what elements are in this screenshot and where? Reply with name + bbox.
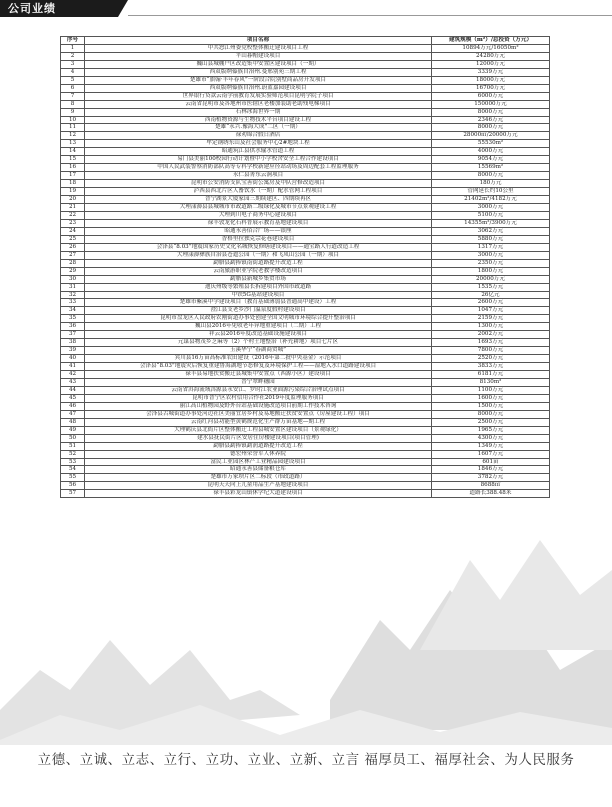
row-index: 26 <box>61 243 85 251</box>
section-title: 公司业绩 <box>8 2 56 15</box>
row-scale: 4300万元 <box>432 434 550 442</box>
table-row <box>61 76 550 84</box>
row-index: 35 <box>61 315 85 323</box>
table-row <box>61 100 550 108</box>
row-scale: 1693万元 <box>432 339 550 347</box>
table-row <box>61 434 550 442</box>
table-row <box>61 116 550 124</box>
row-index: 54 <box>61 466 85 474</box>
row-scale: 8000万元 <box>432 124 550 132</box>
row-project-name: 云南省昆明市及各地州市医辖区老楼加装助老助残电梯项目 <box>85 100 432 108</box>
row-index: 21 <box>61 204 85 212</box>
row-project-name: 西双版纳傣族自治州.曼邢别苑三期工程 <box>85 68 432 76</box>
row-index: 45 <box>61 394 85 402</box>
row-project-name: 西南植物资源与生物技术平台项目建设工程 <box>85 116 432 124</box>
row-scale: 7800万元 <box>432 347 550 355</box>
footer-slogan: 立德、立诚、立志、立行、立功、立业、立新、立言 福厚员工、福厚社会、为人民服务 <box>37 752 575 768</box>
row-project-name: 泸西县西北片区人畜饮水（一期）配水管网工程项目 <box>85 188 432 196</box>
row-project-name: 晋宁翠畔穗园 <box>85 378 432 386</box>
row-project-name: 昆明市盘龙区人民政府农刚街道办事处创建全国文明城市环境综合提升整治项目 <box>85 315 432 323</box>
row-project-name: 楚雄市万家坝片区二标段（市政道路） <box>85 474 432 482</box>
row-project-name: 昆明天天向上儿童用品生产基地建设项目 <box>85 482 432 490</box>
table-row <box>61 474 550 482</box>
table-row <box>61 323 550 331</box>
row-project-name: 昆明市晋宁区农村信用合作社2019年度监理服务项目 <box>85 394 432 402</box>
row-index: 40 <box>61 355 85 363</box>
table-row <box>61 92 550 100</box>
row-scale: 1535万元 <box>432 283 550 291</box>
header-index: 序号 <box>61 37 85 45</box>
row-index: 16 <box>61 164 85 172</box>
row-project-name: 石林冰海世界一期 <box>85 108 432 116</box>
row-index: 51 <box>61 442 85 450</box>
table-row <box>61 299 550 307</box>
row-project-name: 云南省洱海流域洱源县永安江、罗时江农业面源污染综合治理试点项目 <box>85 386 432 394</box>
table-row <box>61 204 550 212</box>
row-project-name: 世界银行贷款云南学前教育发展实验师范项目昆明学院子项目 <box>85 92 432 100</box>
table-row <box>61 251 550 259</box>
row-project-name: 勐腊县勐捧镇南街道路提升改造工程 <box>85 259 432 267</box>
table-row <box>61 371 550 379</box>
row-scale: 10894万元/16050m² <box>432 44 550 52</box>
row-index: 52 <box>61 450 85 458</box>
row-index: 23 <box>61 219 85 227</box>
header-rule <box>128 15 612 16</box>
row-project-name: 巍山县城棚户区改造集中安置区建设项目（一期） <box>85 60 432 68</box>
table-row <box>61 196 550 204</box>
table-row <box>61 227 550 235</box>
table-row <box>61 124 550 132</box>
row-index: 18 <box>61 180 85 188</box>
row-index: 53 <box>61 458 85 466</box>
table-row <box>61 235 550 243</box>
row-scale: 14355m²/3900万元 <box>432 219 550 227</box>
row-project-name: 祥云县2016年度改造基础设施建设项目 <box>85 331 432 339</box>
row-project-name: 平山暮帽建设项目 <box>85 52 432 60</box>
table-row <box>61 180 550 188</box>
table-row <box>61 148 550 156</box>
table-header-row <box>61 37 550 45</box>
table-row <box>61 132 550 140</box>
table-row <box>61 164 550 172</box>
row-scale: 2520万元 <box>432 355 550 363</box>
row-index: 22 <box>61 211 85 219</box>
row-index: 43 <box>61 378 85 386</box>
table-row <box>61 402 550 410</box>
row-scale: 6000万元 <box>432 92 550 100</box>
row-project-name: 禄丰敦龙化石科普展示教育基地建设项目 <box>85 219 432 227</box>
row-project-name: 会泽县“8.03”地震灾后恢复重建鲁海湖地节态修复及环境保护工程——湿地入水口道路建设项目 <box>85 363 432 371</box>
row-scale: 1500万元 <box>432 402 550 410</box>
row-project-name: 禄劝锦合假日酒店 <box>85 132 432 140</box>
row-scale: 180万元 <box>432 180 550 188</box>
row-project-name: 大理漾濞彝族自治县苍遮公园（一期）和飞凤山公园（一期）项目 <box>85 251 432 259</box>
row-project-name: 云南旅游职业学院老教学楼改造项目 <box>85 267 432 275</box>
row-index: 50 <box>61 434 85 442</box>
table-row <box>61 267 550 275</box>
row-index: 49 <box>61 426 85 434</box>
row-project-name: 宾川县16万亩高标准农田建设（2016年第二批中央基金）示范项目 <box>85 355 432 363</box>
table-row <box>61 355 550 363</box>
row-scale: 3339万元 <box>432 68 550 76</box>
row-index: 5 <box>61 76 85 84</box>
header-project-name: 项目名称 <box>85 37 432 45</box>
row-scale: 管网延长约10公里 <box>432 188 550 196</box>
row-project-name: 昭通永善佰合广场——银座 <box>85 227 432 235</box>
row-index: 48 <box>61 418 85 426</box>
table-row <box>61 140 550 148</box>
row-index: 10 <box>61 116 85 124</box>
row-scale: 1300万元 <box>432 323 550 331</box>
table-row <box>61 156 550 164</box>
row-index: 42 <box>61 371 85 379</box>
row-scale: 16700万元 <box>432 84 550 92</box>
table-row <box>61 347 550 355</box>
row-index: 47 <box>61 410 85 418</box>
table-row <box>61 339 550 347</box>
row-project-name: 巍山县2016年免收老年异地重建项目（二期）工程 <box>85 323 432 331</box>
row-project-name: 昭通筑江县供水输水管道工程 <box>85 148 432 156</box>
row-scale: 5100万元 <box>432 211 550 219</box>
row-scale: 15569m² <box>432 164 550 172</box>
row-project-name: 楚雄“永兴.豫海大成”二区（一期） <box>85 124 432 132</box>
row-index: 27 <box>61 251 85 259</box>
table-row <box>61 378 550 386</box>
row-scale: 4000万元 <box>432 148 550 156</box>
row-project-name: 中国人民武装警察消防部队高等专科学校新建应径站动场及周边配套工程监理服务 <box>85 164 432 172</box>
row-project-name: 会泽县古城街道办事处河边社区美丽宜居乡村及易地搬迁扶贫安置点（房屋建设工程）项目 <box>85 410 432 418</box>
row-index: 33 <box>61 299 85 307</box>
row-scale: 8000万元 <box>432 410 550 418</box>
row-scale: 1349万元 <box>432 442 550 450</box>
row-project-name: 富民工业园区林产工业精品园建设项目 <box>85 458 432 466</box>
row-project-name: 玉溪华宁“春湖商贸城” <box>85 347 432 355</box>
row-scale: 2346万元 <box>432 116 550 124</box>
row-index: 36 <box>61 323 85 331</box>
row-index: 13 <box>61 140 85 148</box>
row-scale: 1800万元 <box>432 267 550 275</box>
row-index: 15 <box>61 156 85 164</box>
row-index: 2 <box>61 52 85 60</box>
row-index: 8 <box>61 100 85 108</box>
row-scale: 1965万元 <box>432 426 550 434</box>
table-row <box>61 442 550 450</box>
row-index: 4 <box>61 68 85 76</box>
row-scale: 3000万元 <box>432 204 550 212</box>
table-row <box>61 291 550 299</box>
table-row <box>61 60 550 68</box>
table-row <box>61 259 550 267</box>
table-row <box>61 243 550 251</box>
table-row <box>61 315 550 323</box>
row-scale: 1047万元 <box>432 307 550 315</box>
row-index: 56 <box>61 482 85 490</box>
row-scale: 6181万元 <box>432 371 550 379</box>
table-row <box>61 418 550 426</box>
row-index: 19 <box>61 188 85 196</box>
row-scale: 150000万元 <box>432 100 550 108</box>
row-project-name: 大理漾濞县县城城市市政道路二级绿化及城市节点景观建设工程 <box>85 204 432 212</box>
row-index: 12 <box>61 132 85 140</box>
row-project-name: 昆明市公安消防支队宝善街公寓房及中队营修改造项目 <box>85 180 432 188</box>
row-index: 31 <box>61 283 85 291</box>
row-project-name: 楚雄市“旗翰·丰年春风”一阶段合院别墅商品房开发项目 <box>85 76 432 84</box>
row-scale: 2350万元 <box>432 259 550 267</box>
header-scale: 建筑规模（m²）/总投资（万元） <box>432 37 550 45</box>
row-index: 17 <box>61 172 85 180</box>
row-project-name: 中铁5G基站建设项目 <box>85 291 432 299</box>
row-scale: 601亩 <box>432 458 550 466</box>
table-row <box>61 52 550 60</box>
row-scale: 8688㎡ <box>432 482 550 490</box>
row-scale: 5880万元 <box>432 235 550 243</box>
row-index: 46 <box>61 402 85 410</box>
row-index: 57 <box>61 490 85 498</box>
row-scale: 26亿元 <box>432 291 550 299</box>
table-row <box>61 426 550 434</box>
row-project-name: 澄江县支老乡沙门温泉度假村建设项目 <box>85 307 432 315</box>
row-index: 39 <box>61 347 85 355</box>
row-project-name: 元谋县物茂乡芝麻等（2）个村土地整治（补充耕地）项目七片区 <box>85 339 432 347</box>
row-index: 38 <box>61 339 85 347</box>
row-index: 34 <box>61 307 85 315</box>
row-project-name: 西双版纳傣族自治州.蔚蓝嘉园建设项目 <box>85 84 432 92</box>
row-index: 25 <box>61 235 85 243</box>
row-scale: 9054万元 <box>432 156 550 164</box>
row-scale: 2159万元 <box>432 315 550 323</box>
row-index: 28 <box>61 259 85 267</box>
row-scale: 12000万元 <box>432 60 550 68</box>
table-row <box>61 275 550 283</box>
row-scale: 8000万元 <box>432 172 550 180</box>
row-project-name: 牟定钢绣东山及社会服务中心2#地块工程 <box>85 140 432 148</box>
table-row <box>61 386 550 394</box>
row-index: 32 <box>61 291 85 299</box>
row-project-name: 中共怒江州委党校整体搬迁建设项目工程 <box>85 44 432 52</box>
row-scale: 3000万元 <box>432 251 550 259</box>
row-scale: 20000万元 <box>432 275 550 283</box>
row-index: 29 <box>61 267 85 275</box>
table-row <box>61 410 550 418</box>
table-row <box>61 172 550 180</box>
row-project-name: 勐腊县勐捧镇勐润道路提升改造工程 <box>85 442 432 450</box>
row-project-name: 禄丰县易地扶贫搬迁县城集中安置点（西源小区）建设项目 <box>85 371 432 379</box>
row-project-name: 晋宁湖景大厦家园三期续建区、四期续再区 <box>85 196 432 204</box>
row-project-name: 禄丰县彩龙山镇休学纪大道建设项目 <box>85 490 432 498</box>
row-project-name: 永仁县箐东云涧项目 <box>85 172 432 180</box>
row-index: 44 <box>61 386 85 394</box>
row-index: 37 <box>61 331 85 339</box>
table-row <box>61 108 550 116</box>
table-row <box>61 283 550 291</box>
row-scale: 1100万元 <box>432 386 550 394</box>
row-scale: 28000㎡/20000万元 <box>432 132 550 140</box>
row-project-name: 大理到川电子商务中心建设项目 <box>85 211 432 219</box>
table-row <box>61 482 550 490</box>
table-row <box>61 394 550 402</box>
row-scale: 1607万元 <box>432 450 550 458</box>
row-index: 11 <box>61 124 85 132</box>
row-scale: 1600万元 <box>432 394 550 402</box>
row-scale: 3062万元 <box>432 227 550 235</box>
row-scale: 24280万元 <box>432 52 550 60</box>
row-project-name: 德宏州荣誉军人休养院 <box>85 450 432 458</box>
row-index: 20 <box>61 196 85 204</box>
row-scale: 道路长388.48米 <box>432 490 550 498</box>
table-row <box>61 458 550 466</box>
row-project-name: 云南红河县功能型黄鹤规范化生产群万亩基地—期工程 <box>85 418 432 426</box>
row-project-name: 香格里拉独克宗花巷建设项目 <box>85 235 432 243</box>
row-scale: 3833万元 <box>432 363 550 371</box>
table-row <box>61 363 550 371</box>
row-scale: 3782万元 <box>432 474 550 482</box>
row-scale: 1846万元 <box>432 466 550 474</box>
row-index: 30 <box>61 275 85 283</box>
row-index: 24 <box>61 227 85 235</box>
row-index: 3 <box>61 60 85 68</box>
table-row <box>61 450 550 458</box>
row-scale: 2600万元 <box>432 299 550 307</box>
row-project-name: 迪庆州级等繁殖县长拆建项目外国市政道路 <box>85 283 432 291</box>
row-scale: 21402m²/4182万元 <box>432 196 550 204</box>
table-row <box>61 490 550 498</box>
row-project-name: 建水县抚民街片区安居住房楼建设项目(项目管理) <box>85 434 432 442</box>
row-scale: 2002万元 <box>432 331 550 339</box>
row-index: 7 <box>61 92 85 100</box>
row-index: 14 <box>61 148 85 156</box>
row-scale: 8000万元 <box>432 108 550 116</box>
table-row <box>61 188 550 196</box>
projects-table <box>60 36 550 498</box>
row-project-name: 易门县美丽100校园行动计划暨中小学校舍安全工程合作建设项目 <box>85 156 432 164</box>
row-project-name: 昭通永善县储备粮仓库 <box>85 466 432 474</box>
table-row <box>61 331 550 339</box>
row-index: 1 <box>61 44 85 52</box>
row-index: 9 <box>61 108 85 116</box>
table-row <box>61 466 550 474</box>
row-index: 41 <box>61 363 85 371</box>
row-project-name: 大理鹤庆县北衙片区整体搬迁工程县城安置区建设项目（景观绿化） <box>85 426 432 434</box>
table-row <box>61 307 550 315</box>
row-scale: 2500万元 <box>432 418 550 426</box>
table-row <box>61 219 550 227</box>
table-row <box>61 68 550 76</box>
row-project-name: 勐腊县新城乡集贸市场 <box>85 275 432 283</box>
row-scale: 8130m² <box>432 378 550 386</box>
header-bar <box>0 0 612 17</box>
table-row <box>61 44 550 52</box>
row-project-name: 丽江高山植物园及野外台站基础设施改造项目前期工作技术咨询 <box>85 402 432 410</box>
table-row <box>61 84 550 92</box>
table-row <box>61 211 550 219</box>
row-project-name: 会泽县“8.03”地震国家历史文化名城恢复修缮建设项目——通宝路人行道改造工程 <box>85 243 432 251</box>
row-scale: 1317万元 <box>432 243 550 251</box>
row-scale: 55530m² <box>432 140 550 148</box>
row-index: 6 <box>61 84 85 92</box>
row-index: 55 <box>61 474 85 482</box>
row-scale: 18000万元 <box>432 76 550 84</box>
row-project-name: 楚雄市紫溪中学建设项目（教育基础薄弱县普通高中建设）工程 <box>85 299 432 307</box>
